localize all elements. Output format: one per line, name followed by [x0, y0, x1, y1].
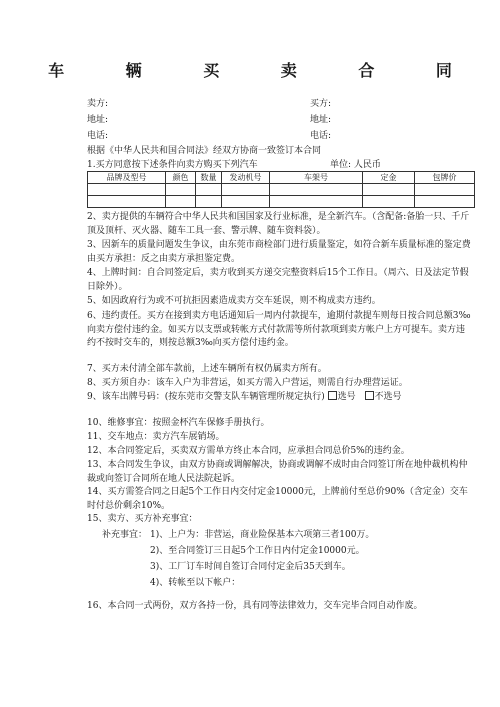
supplement-item-2: 2)、至合同签订三日起5个工作日内付定金10000元。: [150, 546, 365, 556]
table-cell[interactable]: [196, 184, 222, 196]
buyer-address-label: 地址:: [310, 115, 332, 125]
seller-phone-label: 电话:: [87, 131, 109, 141]
buyer-label: 买方:: [310, 99, 332, 109]
clause-2: 2、卖方提供的车辆符合中华人民共和国国家及行业标准，是全新汽车。（含配备:备胎一只、千斤顶及顶杆、灭火器、随车工具一套、警示牌、随车资料袋）。: [87, 212, 470, 236]
table-cell[interactable]: [270, 196, 363, 208]
clause-8: 8、买方须自办：该车入户为非营运，如买方需入户营运，则需自行办理营运证。: [87, 378, 408, 388]
table-cell[interactable]: [88, 184, 166, 196]
option-select-number-label: 选号: [337, 392, 356, 402]
supplement-label: 补充事宜：: [102, 530, 148, 540]
clause-13: 13、本合同发生争议，由双方协商或调解解决，协商或调解不成时由合同签订所在地仲裁机构仲裁或向签订合同所在地人民法院起诉。: [87, 460, 468, 484]
col-header-color: 颜色: [166, 172, 196, 184]
clause-6: 6、违约责任。买方在接到卖方电话通知后一周内付款提车，逾期付款提车则每日按合同总额3‰向卖方偿付违约金。如买方以支票或转帐方式付款需等所付款项到卖方帐户上方可提车。卖方违约不按时交车的，则按总额3‰向买方偿付违约金。: [87, 311, 471, 348]
clause-7: 7、买方未付清全部车款前，上述车辆所有权仍属卖方所有。: [87, 364, 327, 374]
col-header-quantity: 数量: [196, 172, 222, 184]
option-no-select-label: 不选号: [374, 392, 402, 402]
currency-unit: 单位: 人民币: [330, 160, 381, 170]
table-cell[interactable]: [222, 184, 270, 196]
intro-text: 根据《中华人民共和国合同法》经双方协商一致签订本合同: [87, 146, 322, 156]
clause-5: 5、如因政府行为或不可抗拒因素造成卖方交车延误，则不构成卖方违约。: [87, 296, 381, 306]
clause-15: 15、卖方、买方补充事宜：: [87, 514, 198, 524]
clause-11: 11、交车地点：卖方汽车展销场。: [87, 432, 225, 442]
table-row: [88, 196, 475, 208]
table-cell[interactable]: [270, 184, 363, 196]
seller-address-label: 地址:: [87, 115, 109, 125]
clause-14: 14、买方需签合同之日起5个工作日内交付定金10000元，上牌前付至总价90%（含定金）交车时付总价剩余10%。: [87, 487, 468, 511]
seller-label: 卖方:: [87, 99, 109, 109]
vehicle-table: [87, 171, 475, 208]
option-select-number-checkbox[interactable]: [328, 391, 337, 400]
clause-12: 12、本合同签定后，买卖双方需单方终止本合同，应承担合同总价5%的违约金。: [87, 446, 410, 456]
table-cell[interactable]: [363, 184, 415, 196]
clause-10: 10、维修事宜：按照金杯汽车保修手册执行。: [87, 418, 270, 428]
col-header-brand: 品牌及型号: [88, 172, 166, 184]
col-header-deposit: 定金: [363, 172, 415, 184]
supplement-item-1: 1)、上户为：非营运，商业险保基本六项第三者100万。: [150, 530, 375, 540]
clause-1: 1.买方同意按下述条件向卖方购买下列汽车: [87, 160, 258, 170]
contract-title: 车 辆 买 卖 合 同: [48, 61, 480, 80]
table-cell[interactable]: [222, 196, 270, 208]
clause-9: [87, 391, 402, 403]
table-cell[interactable]: [166, 184, 196, 196]
clause-3: 3、因新车的质量问题发生争议，由东莞市商检部门进行质量鉴定，如符合新车质量标准的鉴定费由买方承担：反之由卖方承担鉴定费。: [87, 240, 471, 264]
table-header-row: [88, 172, 475, 184]
option-no-select-checkbox[interactable]: [365, 391, 374, 400]
supplement-item-3: 3)、工厂订车时间自签订合同付定金后35天到车。: [150, 562, 351, 572]
table-cell[interactable]: [363, 196, 415, 208]
col-header-engine-no: 发动机号: [222, 172, 270, 184]
table-cell[interactable]: [166, 196, 196, 208]
col-header-total-price: 包牌价: [415, 172, 475, 184]
table-cell[interactable]: [415, 184, 475, 196]
col-header-frame-no: 车架号: [270, 172, 363, 184]
buyer-phone-label: 电话:: [310, 131, 332, 141]
clause-9-text: 9、该车出牌号码：(按东莞市交警支队车辆管理所规定执行): [87, 392, 325, 402]
clause-4: 4、上牌时间：自合同签定后，卖方收到买方递交完整资料后15个工作日。（周六、日及法定节假日除外）。: [87, 268, 469, 292]
table-cell[interactable]: [196, 196, 222, 208]
table-cell[interactable]: [415, 196, 475, 208]
clause-16: 16、本合同一式两份，双方各持一份，具有同等法律效力，交车完毕合同自动作废。: [87, 601, 423, 611]
table-cell[interactable]: [88, 196, 166, 208]
table-row: [88, 184, 475, 196]
supplement-item-4: 4)、转帐至以下帐户：: [150, 578, 241, 588]
